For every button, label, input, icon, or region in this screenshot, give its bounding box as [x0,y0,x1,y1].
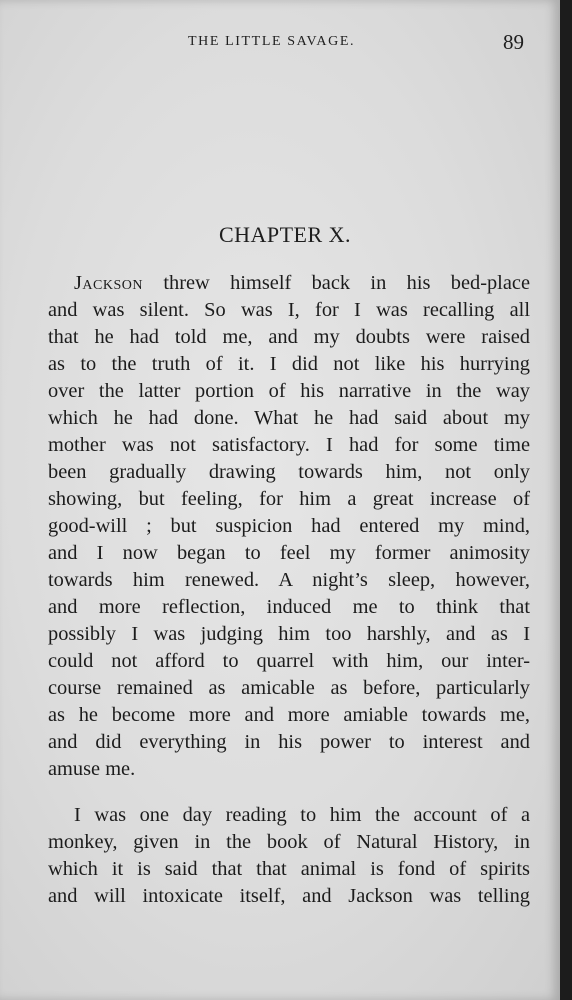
paragraph-2 [48,802,530,910]
text-line: possibly I was judging him too harshly, and as I [48,623,530,645]
text-line: could not afford to quarrel with him, our inter- [48,650,530,672]
text-line: that he had told me, and my doubts were raised [48,326,530,348]
text-line: showing, but feeling, for him a great increase of [48,488,530,510]
text-line: and did everything in his power to interest and [48,731,530,753]
first-line-text: threw himself back in his bed-place [163,272,530,294]
text-line: good-will ; but suspicion had entered my mind, [48,515,530,537]
text-line: and will intoxicate itself, and Jackson was telling [48,885,530,907]
text-line: as he become more and more amiable towards me, [48,704,530,726]
text-line-last: amuse me. [48,758,136,780]
text-line: towards him renewed. A night’s sleep, however, [48,569,530,591]
text-line: been gradually drawing towards him, not only [48,461,530,483]
text-line: course remained as amicable as before, particularly [48,677,530,699]
running-head: THE LITTLE SAVAGE. [188,34,356,49]
paragraph-2-line-1: I was one day reading to him the account of a [74,804,530,826]
chapter-title: CHAPTER X. [218,222,352,247]
text-line: and was silent. So was I, for I was recalling all [48,299,530,321]
lead-word: Jackson [74,272,144,294]
text-line: which it is said that that animal is fond of spirits [48,858,530,880]
text-line: mother was not satisfactory. I had for some time [48,434,530,456]
text-line: over the latter portion of his narrative in the way [48,380,530,402]
page-number: 89 [503,30,524,54]
text-line: which he had done. What he had said about my [48,407,530,429]
text-line: monkey, given in the book of Natural History, in [48,831,530,853]
paragraph-1 [48,270,530,783]
text-line: and I now began to feel my former animosity [48,542,530,564]
paragraph-1-line-1 [48,270,530,297]
text-line: as to the truth of it. I did not like his hurrying [48,353,530,375]
text-line: and more reflection, induced me to think that [48,596,530,618]
